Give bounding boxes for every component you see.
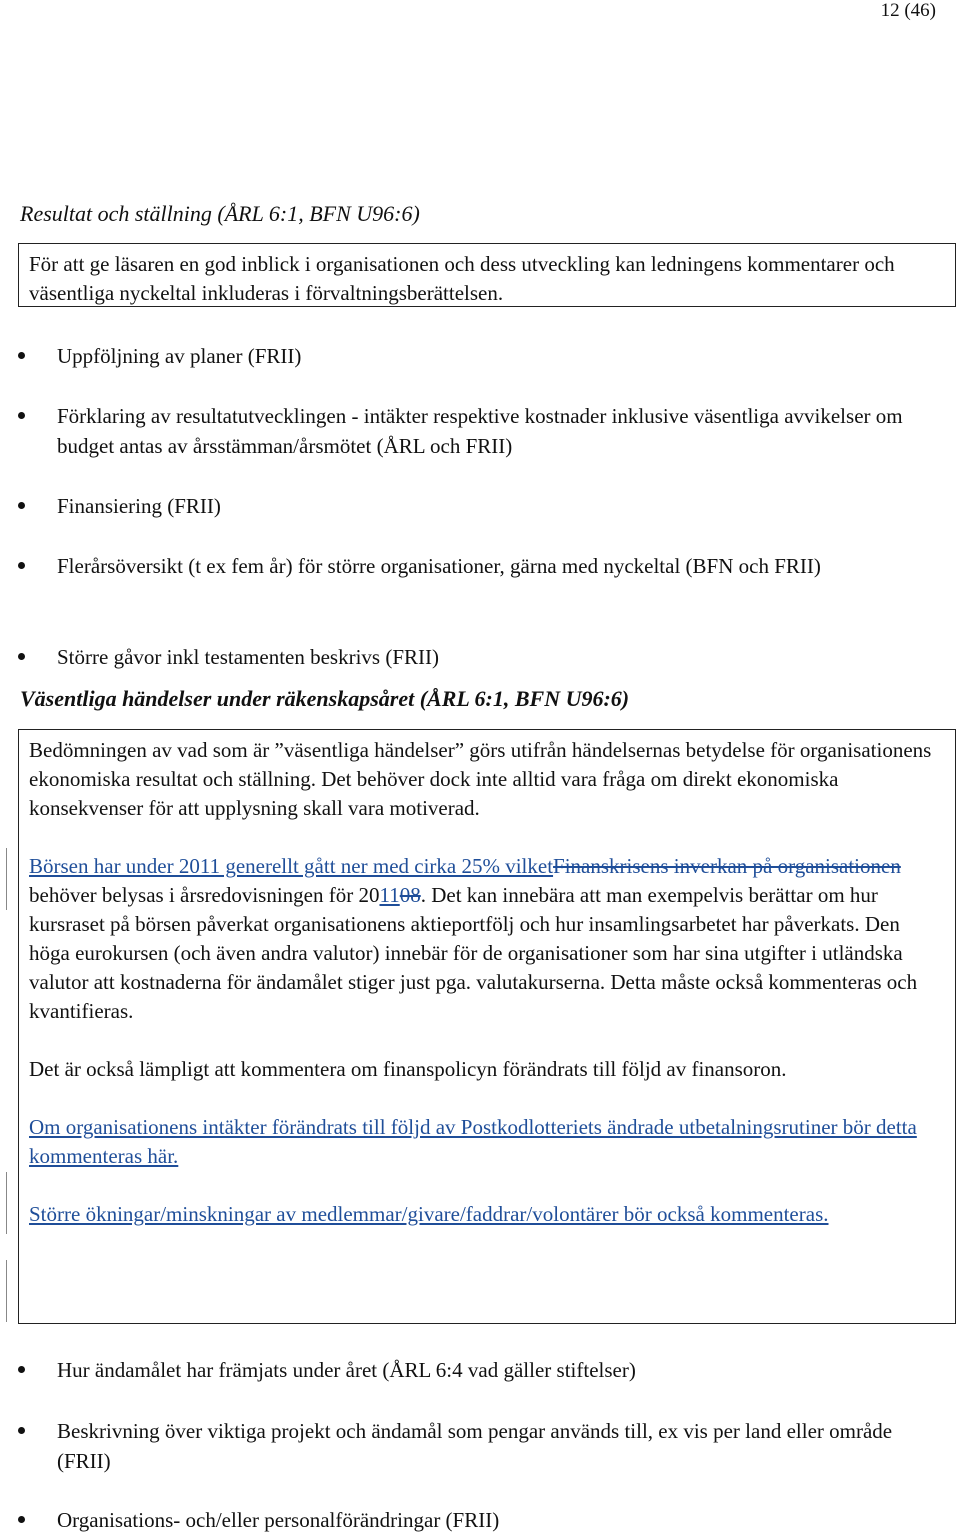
revision-bar [6,1172,7,1234]
events-para-2: Börsen har under 2011 generellt gått ner med cirka 25% vilketFinanskrisens inverkan på organisationen behöver belysas i årsredovisningen för 201108. Det kan innebära att man exempelvis berättar om hur kursraset på börsen påverkat organisationens aktieportfölj och hur insamlingsarbetet har påverkats. Den höga eurokursen (och även andra valutor) innebär för de organisationer som har sina utgifter i utländska valutor att kostnaderna för ändamålet stiger just pga. valutakurserna. Detta måste också kommenteras och kvantifieras. [29,854,918,1023]
bullet-icon [18,412,25,419]
events-box [18,729,956,1324]
list-item: Organisations- och/eller personalförändringar (FRII) [57,1505,942,1535]
section-heading-resultat: Resultat och ställning (ÅRL 6:1, BFN U96:6) [20,201,420,226]
bullet-icon [18,502,25,509]
deleted-text: Finanskrisens inverkan på organisationen [553,854,901,878]
revision-bar [6,1260,7,1322]
list-item: Hur ändamålet har främjats under året (ÅRL 6:4 vad gäller stiftelser) [57,1355,942,1385]
inserted-text: Börsen har under 2011 generellt gått ner med cirka 25% vilket [29,854,554,878]
bullet-icon [18,352,25,359]
intro-text: För att ge läsaren en god inblick i organisationen och dess utveckling kan ledningens kommentarer och väsentliga nyckeltal inkluderas i förvaltningsberättelsen. [29,252,895,305]
events-para-3: Det är också lämpligt att kommentera om finanspolicyn förändrats till följd av finansoron. [29,1057,787,1081]
section-heading-vasentliga: Väsentliga händelser under räkenskapsåret (ÅRL 6:1, BFN U96:6) [20,686,630,711]
intro-box [18,243,956,307]
list-item: Flerårsöversikt (t ex fem år) för större organisationer, gärna med nyckeltal (BFN och FRII) [57,551,942,581]
bullet-icon [18,1516,25,1523]
bullet-icon [18,1427,25,1434]
deleted-text: 08 [399,883,421,907]
list-item: Större gåvor inkl testamenten beskrivs (FRII) [57,642,942,672]
list-item: Förklaring av resultatutvecklingen - intäkter respektive kostnader inklusive väsentliga avvikelser om budget antas av årsstämman/årsmötet (ÅRL och FRII) [57,401,942,461]
events-para-5: Större ökningar/minskningar av medlemmar/givare/faddrar/volontärer bör också kommenteras. [29,1202,829,1226]
bullet-icon [18,562,25,569]
list-item: Uppföljning av planer (FRII) [57,341,942,371]
bullet-icon [18,653,25,660]
revision-bar [6,848,7,910]
list-item: Finansiering (FRII) [57,491,942,521]
events-para-1: Bedömningen av vad som är ”väsentliga händelser” görs utifrån händelsernas betydelse för organisationens ekonomiska resultat och ställning. Det behöver dock inte alltid vara fråga om direkt ekonomiska konsekvenser för att upplysning skall vara motiverad. [29,738,932,820]
events-para-4: Om organisationens intäkter förändrats till följd av Postkodlotteriets ändrade utbetalningsrutiner bör detta kommenteras här. [29,1115,917,1168]
inserted-text: 11 [379,883,400,907]
bullet-icon [18,1366,25,1373]
list-item: Beskrivning över viktiga projekt och ändamål som pengar används till, ex vis per land eller område (FRII) [57,1416,942,1476]
page-number: 12 (46) [880,0,936,21]
